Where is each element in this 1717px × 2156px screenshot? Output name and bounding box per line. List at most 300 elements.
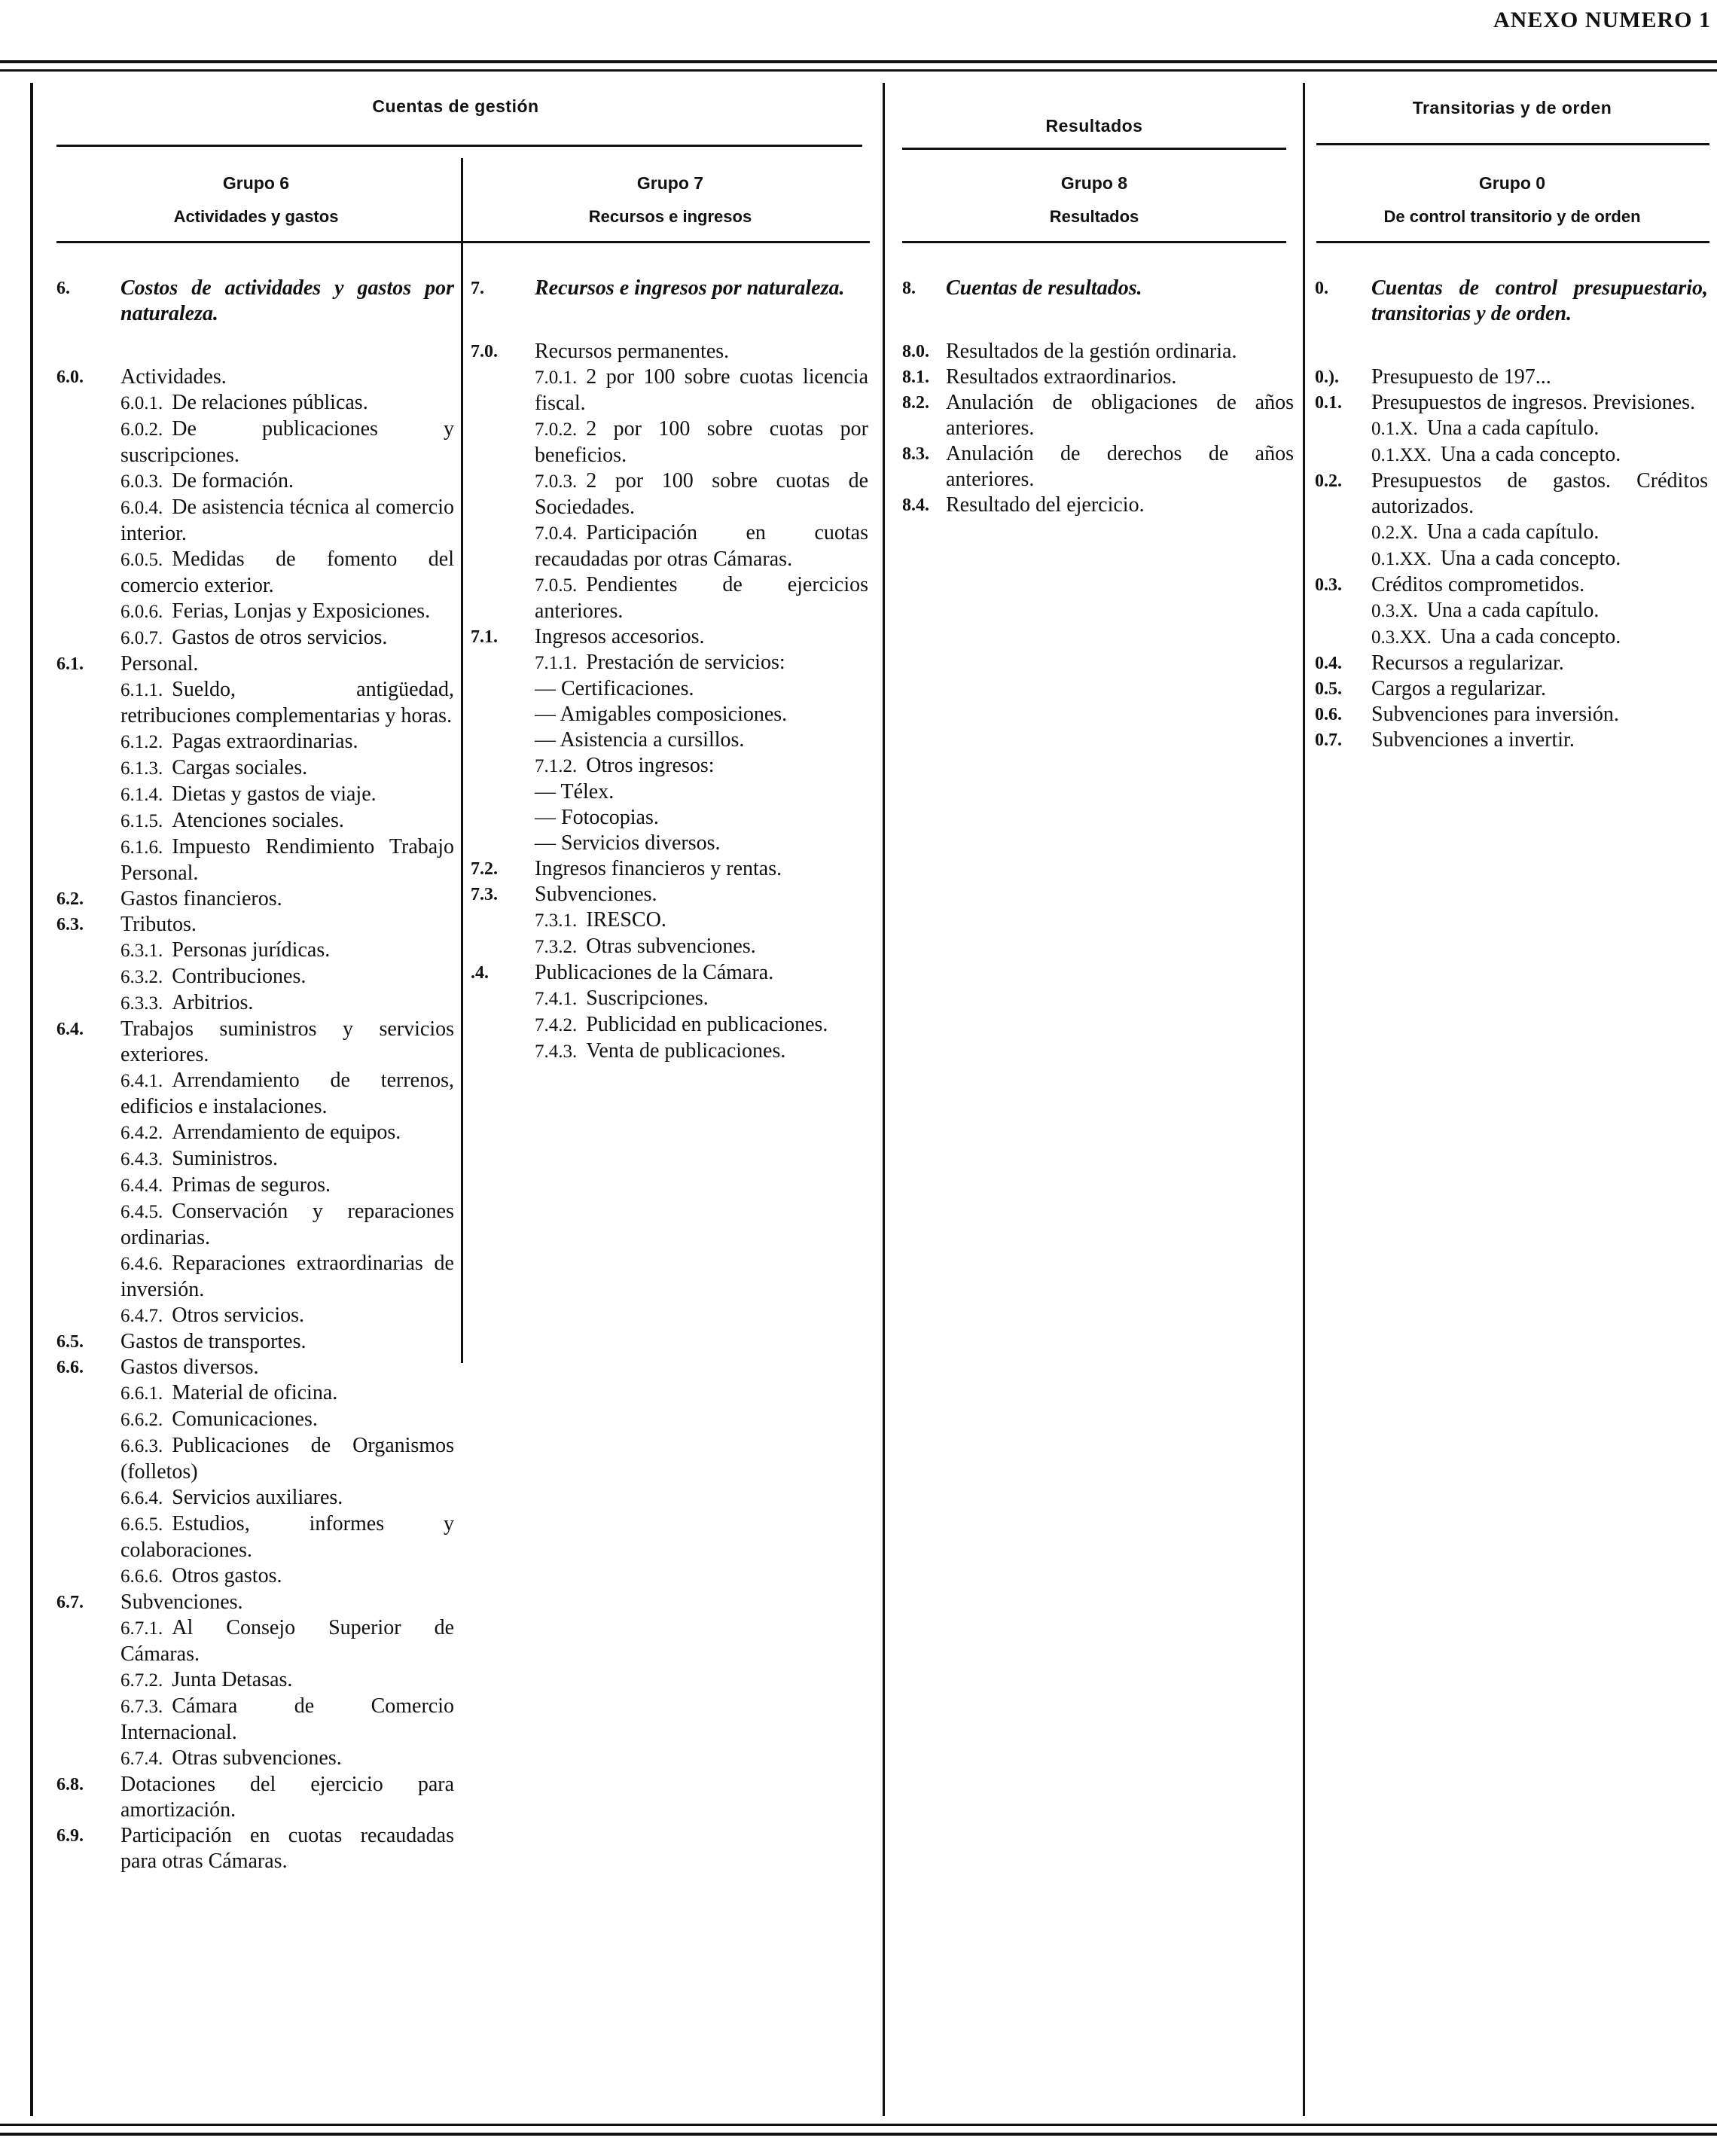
sub-account-item bbox=[56, 1694, 454, 1746]
sub-account-code: 6.3.1. bbox=[120, 941, 163, 961]
account-text: Ingresos financieros y rentas. bbox=[535, 857, 782, 880]
account-number: 6.6. bbox=[56, 1358, 84, 1377]
sub-account-text: De publicaciones y suscripciones. bbox=[120, 417, 454, 467]
sub-account-item bbox=[56, 547, 454, 599]
sub-account-code: 6.1.4. bbox=[120, 785, 163, 805]
sub-account-text: 2 por 100 sobre cuotas licencia fiscal. bbox=[535, 365, 868, 415]
sub-account-code: 7.0.2. bbox=[535, 419, 578, 440]
sub-account-item bbox=[56, 1615, 454, 1667]
sub-account-item bbox=[56, 625, 454, 651]
account-text: Presupuesto de 197... bbox=[1371, 365, 1551, 389]
sub-account-item bbox=[471, 907, 868, 934]
header-resultados: Resultados bbox=[1045, 116, 1143, 136]
top-rule-2 bbox=[0, 69, 1717, 72]
account-text: Publicaciones de la Cámara. bbox=[535, 961, 774, 984]
account-text: Recursos a regularizar. bbox=[1371, 651, 1564, 675]
account-number: 0.1. bbox=[1315, 393, 1342, 413]
group-rule-0 bbox=[1316, 241, 1709, 243]
column-title bbox=[56, 276, 454, 327]
sub-account-code: 7.3.2. bbox=[535, 937, 578, 957]
account-number: 8.0. bbox=[902, 342, 929, 361]
account-number: 7.0. bbox=[471, 342, 498, 361]
sub-account-code: 6.4.5. bbox=[120, 1202, 163, 1222]
sub-account-text: Una a cada capítulo. bbox=[1426, 599, 1600, 622]
sub-account-item bbox=[1315, 442, 1708, 468]
account-item bbox=[902, 441, 1294, 492]
sub-account-code: 6.7.1. bbox=[120, 1618, 163, 1639]
sub-account-text: IRESCO. bbox=[586, 908, 666, 932]
column-title-number: 0. bbox=[1315, 279, 1328, 298]
sub-account-code: 6.6.2. bbox=[120, 1410, 163, 1430]
group-rule-678 bbox=[56, 241, 870, 243]
sub-account-item bbox=[1315, 624, 1708, 651]
dash-item bbox=[471, 702, 868, 727]
sub-account-text: Primas de seguros. bbox=[172, 1173, 331, 1197]
account-text: Resultados de la gestión ordinaria. bbox=[946, 340, 1237, 363]
sub-account-code: 6.0.2. bbox=[120, 419, 163, 440]
sub-account-item bbox=[56, 1068, 454, 1120]
account-number: 8.4. bbox=[902, 496, 929, 515]
sub-account-entry bbox=[535, 1038, 868, 1065]
sub-account-item bbox=[56, 1251, 454, 1303]
account-item bbox=[56, 364, 454, 390]
account-number: 0.). bbox=[1315, 367, 1339, 387]
sub-account-entry bbox=[535, 753, 868, 779]
sub-account-code: 7.4.2. bbox=[535, 1015, 578, 1035]
sub-account-text: Una a cada concepto. bbox=[1440, 443, 1621, 466]
sub-account-item bbox=[56, 990, 454, 1017]
column-title bbox=[1315, 276, 1708, 327]
sub-account-item bbox=[56, 1433, 454, 1485]
account-number: 0.7. bbox=[1315, 730, 1342, 750]
sub-account-code: 7.0.4. bbox=[535, 523, 578, 544]
sub-account-item bbox=[471, 416, 868, 468]
account-text: Créditos comprometidos. bbox=[1371, 573, 1585, 596]
sub-account-entry bbox=[1371, 598, 1708, 624]
sub-account-entry bbox=[120, 1667, 454, 1694]
dash-item-text: — Amigables composiciones. bbox=[535, 703, 788, 726]
account-number: 7.2. bbox=[471, 859, 498, 879]
sub-account-code: 7.1.1. bbox=[535, 653, 578, 673]
sub-account-item bbox=[471, 650, 868, 676]
group-0-header bbox=[1316, 175, 1708, 225]
divider-8-0 bbox=[1303, 83, 1305, 2116]
account-item bbox=[56, 1017, 454, 1068]
sub-account-entry bbox=[120, 808, 454, 834]
sub-account-text: Personas jurídicas. bbox=[172, 938, 331, 962]
account-number: 6.4. bbox=[56, 1020, 84, 1039]
sub-account-entry bbox=[120, 1380, 454, 1407]
sub-account-item bbox=[471, 572, 868, 624]
account-text: Trabajos suministros y servicios exteriores. bbox=[120, 1017, 454, 1066]
sub-account-entry bbox=[535, 572, 868, 624]
sub-account-item bbox=[1315, 520, 1708, 546]
account-number: 0.2. bbox=[1315, 471, 1342, 491]
sub-account-text: Publicidad en publicaciones. bbox=[586, 1013, 828, 1036]
column-title-text: Costos de actividades y gastos por naturaleza. bbox=[120, 276, 454, 325]
sub-account-entry bbox=[120, 1146, 454, 1173]
sub-account-text: Pendientes de ejercicios anteriores. bbox=[535, 573, 868, 623]
account-text: Personal. bbox=[120, 652, 199, 675]
sub-account-item bbox=[1315, 546, 1708, 572]
sub-account-entry bbox=[120, 1485, 454, 1511]
sub-account-code: 6.4.3. bbox=[120, 1149, 163, 1169]
sub-account-entry bbox=[120, 1694, 454, 1746]
sub-account-code: 6.4.2. bbox=[120, 1123, 163, 1143]
account-item bbox=[471, 882, 868, 907]
sub-account-item bbox=[471, 753, 868, 779]
account-number: 8.2. bbox=[902, 393, 929, 413]
sub-account-entry bbox=[120, 1511, 454, 1563]
sub-account-text: Otras subvenciones. bbox=[172, 1746, 342, 1770]
account-number: 6.1. bbox=[56, 654, 84, 674]
sub-account-entry bbox=[120, 1251, 454, 1303]
account-text: Cargos a regularizar. bbox=[1371, 677, 1546, 700]
sub-account-entry bbox=[120, 468, 454, 495]
sub-account-code: 0.1.XX. bbox=[1371, 549, 1432, 569]
account-number: 0.3. bbox=[1315, 575, 1342, 595]
sub-account-code: 7.0.5. bbox=[535, 575, 578, 596]
group-6-subtitle: Actividades y gastos bbox=[173, 207, 339, 226]
sub-account-code: 7.0.3. bbox=[535, 471, 578, 492]
column-group-0 bbox=[1315, 276, 1708, 753]
account-text: Actividades. bbox=[120, 365, 227, 389]
sub-account-item bbox=[471, 1012, 868, 1038]
group-8-title: Grupo 8 bbox=[1060, 173, 1128, 193]
account-text: Subvenciones a invertir. bbox=[1371, 728, 1575, 752]
sub-account-text: Dietas y gastos de viaje. bbox=[172, 782, 377, 806]
sub-account-item bbox=[56, 1511, 454, 1563]
sub-account-code: 0.1.XX. bbox=[1371, 445, 1432, 465]
sub-account-code: 6.0.4. bbox=[120, 498, 163, 518]
sub-account-item bbox=[56, 416, 454, 468]
sub-account-text: De asistencia técnica al comercio interior. bbox=[120, 496, 454, 545]
dash-item bbox=[471, 676, 868, 702]
sub-account-entry bbox=[120, 390, 454, 416]
sub-account-entry bbox=[120, 964, 454, 990]
account-item bbox=[1315, 468, 1708, 520]
account-item bbox=[56, 1823, 454, 1874]
column-title-text: Recursos e ingresos por naturaleza. bbox=[535, 276, 845, 300]
sub-account-text: Otros gastos. bbox=[172, 1564, 282, 1587]
account-number: 6.8. bbox=[56, 1775, 84, 1795]
sub-account-entry bbox=[120, 782, 454, 808]
account-item bbox=[902, 492, 1294, 518]
sub-account-item bbox=[56, 468, 454, 495]
sub-account-text: Una a cada capítulo. bbox=[1426, 416, 1600, 440]
sub-account-entry bbox=[1371, 520, 1708, 546]
account-number: 6.5. bbox=[56, 1332, 84, 1352]
account-item bbox=[902, 339, 1294, 364]
sub-account-item bbox=[471, 364, 868, 416]
account-text: Anulación de obligaciones de años anteriores. bbox=[946, 391, 1294, 440]
sub-account-item bbox=[56, 1146, 454, 1173]
header-transitorias-rule bbox=[1316, 143, 1709, 145]
sub-account-item bbox=[1315, 598, 1708, 624]
sub-account-text: Contribuciones. bbox=[172, 965, 306, 988]
sub-account-item bbox=[471, 934, 868, 960]
sub-account-entry bbox=[120, 1407, 454, 1433]
account-text: Presupuestos de gastos. Créditos autorizados. bbox=[1371, 469, 1708, 518]
column-title-text: Cuentas de control presupuestario, transitorias y de orden. bbox=[1371, 276, 1708, 325]
sub-account-code: 6.0.3. bbox=[120, 471, 163, 492]
group-0-title: Grupo 0 bbox=[1478, 173, 1546, 193]
dash-item-text: — Asistencia a cursillos. bbox=[535, 728, 745, 752]
account-item bbox=[1315, 727, 1708, 753]
sub-account-item bbox=[56, 938, 454, 964]
account-number: 6.9. bbox=[56, 1826, 84, 1846]
sub-account-text: Arrendamiento de equipos. bbox=[172, 1121, 401, 1144]
account-number: 6.3. bbox=[56, 915, 84, 935]
sub-account-code: 6.7.2. bbox=[120, 1670, 163, 1691]
sub-account-text: Al Consejo Superior de Cámaras. bbox=[120, 1616, 454, 1666]
sub-account-code: 6.1.2. bbox=[120, 732, 163, 752]
sub-account-entry bbox=[1371, 416, 1708, 442]
sub-account-item bbox=[471, 1038, 868, 1065]
header-gestion-rule bbox=[56, 145, 862, 147]
sub-account-item bbox=[56, 782, 454, 808]
sub-account-text: Una a cada concepto. bbox=[1440, 547, 1621, 570]
sub-account-code: 6.6.6. bbox=[120, 1566, 163, 1587]
sub-account-entry bbox=[120, 1173, 454, 1199]
sub-account-entry bbox=[535, 520, 868, 572]
account-item bbox=[56, 912, 454, 938]
divider-6-7 bbox=[461, 158, 463, 1363]
sub-account-entry bbox=[120, 1068, 454, 1120]
annex-title: ANEXO NUMERO 1 bbox=[1493, 8, 1711, 32]
account-text: Participación en cuotas recaudadas para otras Cámaras. bbox=[120, 1824, 454, 1873]
account-item bbox=[56, 1329, 454, 1355]
sub-account-entry bbox=[120, 1120, 454, 1146]
group-0-subtitle: De control transitorio y de orden bbox=[1383, 207, 1641, 226]
sub-account-text: Cargas sociales. bbox=[172, 756, 308, 779]
account-number: 7.1. bbox=[471, 627, 498, 647]
sub-account-code: 7.4.3. bbox=[535, 1041, 578, 1062]
sub-account-text: Sueldo, antigüedad, retribuciones complementarias y horas. bbox=[120, 678, 454, 727]
account-number: 8.1. bbox=[902, 367, 929, 387]
sub-account-text: Pagas extraordinarias. bbox=[172, 730, 358, 753]
column-group-6 bbox=[56, 276, 454, 1874]
account-text: Gastos de transportes. bbox=[120, 1330, 306, 1353]
account-text: Subvenciones. bbox=[535, 883, 657, 906]
sub-account-text: De formación. bbox=[172, 469, 294, 492]
sub-account-item bbox=[56, 1746, 454, 1772]
sub-account-entry bbox=[120, 677, 454, 729]
sub-account-text: Otras subvenciones. bbox=[586, 935, 756, 958]
sub-account-code: 6.0.6. bbox=[120, 602, 163, 622]
sub-account-entry bbox=[120, 495, 454, 547]
group-6-header bbox=[56, 175, 456, 225]
sub-account-text: Medidas de fomento del comercio exterior. bbox=[120, 547, 454, 597]
dash-item bbox=[471, 779, 868, 805]
sub-account-code: 6.0.5. bbox=[120, 550, 163, 570]
sub-account-entry bbox=[535, 364, 868, 416]
account-number: 0.5. bbox=[1315, 679, 1342, 699]
sub-account-text: Otros ingresos: bbox=[586, 754, 715, 777]
group-8-subtitle: Resultados bbox=[1049, 207, 1139, 226]
sub-account-code: 7.4.1. bbox=[535, 989, 578, 1009]
account-item bbox=[56, 1772, 454, 1823]
account-item bbox=[1315, 364, 1708, 390]
group-7-subtitle: Recursos e ingresos bbox=[588, 207, 752, 226]
sub-account-text: 2 por 100 sobre cuotas por beneficios. bbox=[535, 417, 868, 467]
account-number: .4. bbox=[471, 963, 489, 983]
sub-account-text: Gastos de otros servicios. bbox=[172, 626, 388, 649]
sub-account-code: 6.6.1. bbox=[120, 1383, 163, 1404]
account-item bbox=[471, 339, 868, 364]
sub-account-code: 0.3.X. bbox=[1371, 601, 1418, 621]
sub-account-entry bbox=[535, 986, 868, 1012]
account-text: Subvenciones para inversión. bbox=[1371, 703, 1619, 726]
account-text: Subvenciones. bbox=[120, 1590, 243, 1614]
sub-account-entry bbox=[535, 416, 868, 468]
divider-7-8 bbox=[883, 83, 885, 2116]
sub-account-item bbox=[56, 1173, 454, 1199]
account-text: Gastos financieros. bbox=[120, 887, 282, 910]
sub-account-entry bbox=[1371, 624, 1708, 651]
group-rule-8 bbox=[902, 241, 1286, 243]
sub-account-text: Material de oficina. bbox=[172, 1381, 338, 1404]
sub-account-item bbox=[56, 964, 454, 990]
sub-account-code: 0.3.XX. bbox=[1371, 627, 1432, 648]
dash-item bbox=[471, 805, 868, 831]
sub-account-text: Servicios auxiliares. bbox=[172, 1486, 343, 1509]
sub-account-code: 6.6.3. bbox=[120, 1436, 163, 1456]
account-text: Resultado del ejercicio. bbox=[946, 493, 1145, 517]
sub-account-entry bbox=[120, 1199, 454, 1251]
account-number: 8.3. bbox=[902, 444, 929, 464]
sub-account-text: Estudios, informes y colaboraciones. bbox=[120, 1512, 454, 1562]
group-6-title: Grupo 6 bbox=[222, 173, 290, 193]
account-text: Anulación de derechos de años anteriores. bbox=[946, 442, 1294, 491]
account-number: 7.3. bbox=[471, 885, 498, 904]
sub-account-item bbox=[471, 986, 868, 1012]
account-text: Recursos permanentes. bbox=[535, 340, 730, 363]
account-item bbox=[1315, 702, 1708, 727]
dash-item-text: — Servicios diversos. bbox=[535, 831, 721, 855]
sub-account-code: 6.0.7. bbox=[120, 628, 163, 648]
dash-item bbox=[471, 727, 868, 753]
account-item bbox=[56, 1355, 454, 1380]
sub-account-entry bbox=[120, 1433, 454, 1485]
account-item bbox=[471, 856, 868, 882]
account-number: 6.7. bbox=[56, 1593, 84, 1612]
sub-account-text: Comunicaciones. bbox=[172, 1407, 318, 1431]
sub-account-entry bbox=[120, 625, 454, 651]
dash-item bbox=[471, 831, 868, 856]
sub-account-text: Suscripciones. bbox=[586, 987, 709, 1010]
sub-account-item bbox=[56, 1667, 454, 1694]
header-gestion: Cuentas de gestión bbox=[372, 96, 539, 116]
account-item bbox=[1315, 572, 1708, 598]
sub-account-text: De relaciones públicas. bbox=[172, 391, 368, 414]
sub-account-code: 0.2.X. bbox=[1371, 523, 1418, 543]
account-number: 0.4. bbox=[1315, 654, 1342, 673]
sub-account-code: 6.7.3. bbox=[120, 1697, 163, 1717]
sub-account-text: Arrendamiento de terrenos, edificios e instalaciones. bbox=[120, 1069, 454, 1118]
group-7-title: Grupo 7 bbox=[636, 173, 704, 193]
sub-account-text: Una a cada concepto. bbox=[1440, 625, 1621, 648]
sub-account-code: 6.3.2. bbox=[120, 967, 163, 987]
sub-account-text: Participación en cuotas recaudadas por otras Cámaras. bbox=[535, 521, 868, 571]
sub-account-entry bbox=[120, 416, 454, 468]
account-item bbox=[471, 960, 868, 986]
account-text: Gastos diversos. bbox=[120, 1356, 259, 1379]
sub-account-item bbox=[56, 1120, 454, 1146]
sub-account-text: Arbitrios. bbox=[172, 991, 254, 1014]
sub-account-entry bbox=[535, 1012, 868, 1038]
sub-account-entry bbox=[535, 650, 868, 676]
account-item bbox=[902, 364, 1294, 390]
sub-account-entry bbox=[535, 468, 868, 520]
sub-account-text: Ferias, Lonjas y Exposiciones. bbox=[172, 599, 431, 623]
account-item bbox=[56, 651, 454, 677]
sub-account-code: 6.4.1. bbox=[120, 1071, 163, 1091]
column-group-8 bbox=[902, 276, 1294, 518]
sub-account-entry bbox=[120, 729, 454, 755]
header-transitorias: Transitorias y de orden bbox=[1412, 98, 1612, 117]
sub-account-item bbox=[56, 834, 454, 886]
group-8-header bbox=[902, 175, 1286, 225]
column-title-text: Cuentas de resultados. bbox=[946, 276, 1142, 300]
sub-account-entry bbox=[120, 990, 454, 1017]
column-title-number: 6. bbox=[56, 279, 70, 298]
sub-account-code: 0.1.X. bbox=[1371, 419, 1418, 439]
sub-account-code: 6.4.7. bbox=[120, 1306, 163, 1326]
account-text: Tributos. bbox=[120, 913, 197, 936]
sub-account-code: 6.4.4. bbox=[120, 1176, 163, 1196]
sub-account-entry bbox=[120, 834, 454, 886]
sub-account-item bbox=[56, 599, 454, 625]
sub-account-text: Cámara de Comercio Internacional. bbox=[120, 1694, 454, 1744]
account-item bbox=[1315, 390, 1708, 416]
sub-account-entry bbox=[120, 755, 454, 782]
sub-account-item bbox=[56, 390, 454, 416]
sub-account-text: Otros servicios. bbox=[172, 1304, 305, 1327]
column-title bbox=[902, 276, 1294, 301]
sub-account-code: 6.4.6. bbox=[120, 1254, 163, 1274]
sub-account-item bbox=[56, 677, 454, 729]
header-resultados-rule bbox=[902, 148, 1286, 150]
account-text: Presupuestos de ingresos. Previsiones. bbox=[1371, 391, 1696, 414]
dash-item-text: — Fotocopias. bbox=[535, 806, 659, 829]
top-rule-1 bbox=[0, 60, 1717, 63]
sub-account-entry bbox=[1371, 442, 1708, 468]
sub-account-item bbox=[56, 1199, 454, 1251]
sub-account-text: 2 por 100 sobre cuotas de Sociedades. bbox=[535, 469, 868, 519]
sub-account-code: 6.1.3. bbox=[120, 758, 163, 779]
sub-account-item bbox=[56, 729, 454, 755]
column-title-number: 7. bbox=[471, 279, 484, 298]
sub-account-item bbox=[471, 468, 868, 520]
account-item bbox=[471, 624, 868, 650]
sub-account-text: Publicaciones de Organismos (folletos) bbox=[120, 1434, 454, 1484]
sub-account-entry bbox=[535, 934, 868, 960]
sub-account-code: 6.1.1. bbox=[120, 680, 163, 700]
sub-account-entry bbox=[120, 1746, 454, 1772]
sub-account-item bbox=[56, 1303, 454, 1329]
sub-account-text: Atenciones sociales. bbox=[172, 809, 344, 832]
column-group-7 bbox=[471, 276, 868, 1065]
sub-account-entry bbox=[1371, 546, 1708, 572]
left-border bbox=[30, 83, 33, 2116]
account-item bbox=[56, 1590, 454, 1615]
sub-account-item bbox=[56, 808, 454, 834]
account-number: 6.2. bbox=[56, 889, 84, 909]
sub-account-code: 6.7.4. bbox=[120, 1749, 163, 1769]
sub-account-text: Impuesto Rendimiento Trabajo Personal. bbox=[120, 835, 454, 885]
sub-account-text: Junta Detasas. bbox=[172, 1668, 293, 1691]
